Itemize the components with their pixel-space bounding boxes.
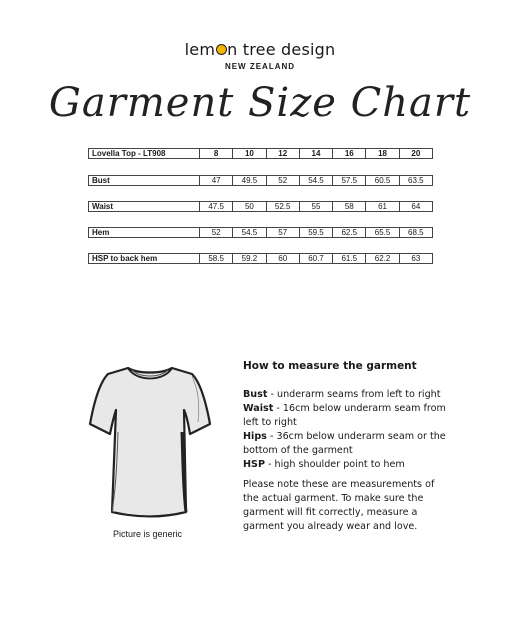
value-cell: 60.5 (366, 176, 399, 186)
measurement-row-hsp (88, 253, 433, 264)
measure-instructions (243, 359, 453, 534)
image-caption: Picture is generic (113, 529, 183, 539)
size-cell: 14 (299, 149, 332, 159)
instruction-item (243, 430, 453, 458)
style-label: Lovella Top - LT908 (89, 149, 200, 159)
term: Waist (243, 403, 274, 414)
brand-text-end: n tree design (227, 40, 336, 59)
brand-logo (0, 40, 520, 59)
value-cell: 65.5 (366, 228, 399, 238)
value-cell: 54.5 (299, 176, 332, 186)
value-cell: 58.5 (200, 254, 233, 264)
table-row (89, 176, 433, 186)
description: - 16cm below underarm seam from left to right (243, 403, 446, 428)
term: Hips (243, 431, 267, 442)
value-cell: 57 (266, 228, 299, 238)
value-cell: 61.5 (333, 254, 366, 264)
size-cell: 16 (333, 149, 366, 159)
row-label: HSP to back hem (89, 254, 200, 264)
value-cell: 58 (333, 202, 366, 212)
lemon-icon (216, 44, 227, 55)
value-cell: 63 (399, 254, 432, 264)
value-cell: 47.5 (200, 202, 233, 212)
value-cell: 50 (233, 202, 266, 212)
value-cell: 61 (366, 202, 399, 212)
value-cell: 49.5 (233, 176, 266, 186)
size-cell: 8 (200, 149, 233, 159)
brand-subtitle: NEW ZEALAND (224, 62, 296, 71)
row-label: Waist (89, 202, 200, 212)
value-cell: 64 (399, 202, 432, 212)
value-cell: 63.5 (399, 176, 432, 186)
table-row (89, 228, 433, 238)
size-cell: 20 (399, 149, 432, 159)
value-cell: 59.2 (233, 254, 266, 264)
brand-text-start: lem (184, 40, 216, 59)
size-table-header (88, 148, 433, 159)
instruction-item (243, 458, 453, 472)
value-cell: 68.5 (399, 228, 432, 238)
value-cell: 55 (299, 202, 332, 212)
tshirt-icon (82, 362, 218, 522)
measurement-note: Please note these are measurements of the actual garment. To make sure the garment will fit correctly, measure a garment you already wear and love. (243, 479, 435, 532)
instruction-item (243, 402, 453, 430)
description: - underarm seams from left to right (267, 389, 441, 400)
value-cell: 60.7 (299, 254, 332, 264)
table-row (89, 202, 433, 212)
value-cell: 62.5 (333, 228, 366, 238)
value-cell: 52.5 (266, 202, 299, 212)
value-cell: 60 (266, 254, 299, 264)
measurement-row-hem (88, 227, 433, 238)
row-label: Hem (89, 228, 200, 238)
table-row (89, 254, 433, 264)
size-cell: 18 (366, 149, 399, 159)
page-title: Garment Size Chart (48, 80, 472, 126)
size-cell: 10 (233, 149, 266, 159)
instruction-item (243, 388, 453, 402)
value-cell: 54.5 (233, 228, 266, 238)
row-label: Bust (89, 176, 200, 186)
value-cell: 62.2 (366, 254, 399, 264)
value-cell: 47 (200, 176, 233, 186)
term: Bust (243, 389, 268, 400)
description: - 36cm below underarm seam or the bottom of the garment (243, 431, 446, 456)
value-cell: 52 (200, 228, 233, 238)
table-row (89, 149, 433, 159)
value-cell: 57.5 (333, 176, 366, 186)
size-cell: 12 (266, 149, 299, 159)
measurement-row-waist (88, 201, 433, 212)
value-cell: 59.5 (299, 228, 332, 238)
value-cell: 52 (266, 176, 299, 186)
measurement-row-bust (88, 175, 433, 186)
description: - high shoulder point to hem (264, 459, 405, 470)
term: HSP (243, 459, 265, 470)
instructions-heading: How to measure the garment (243, 360, 417, 372)
